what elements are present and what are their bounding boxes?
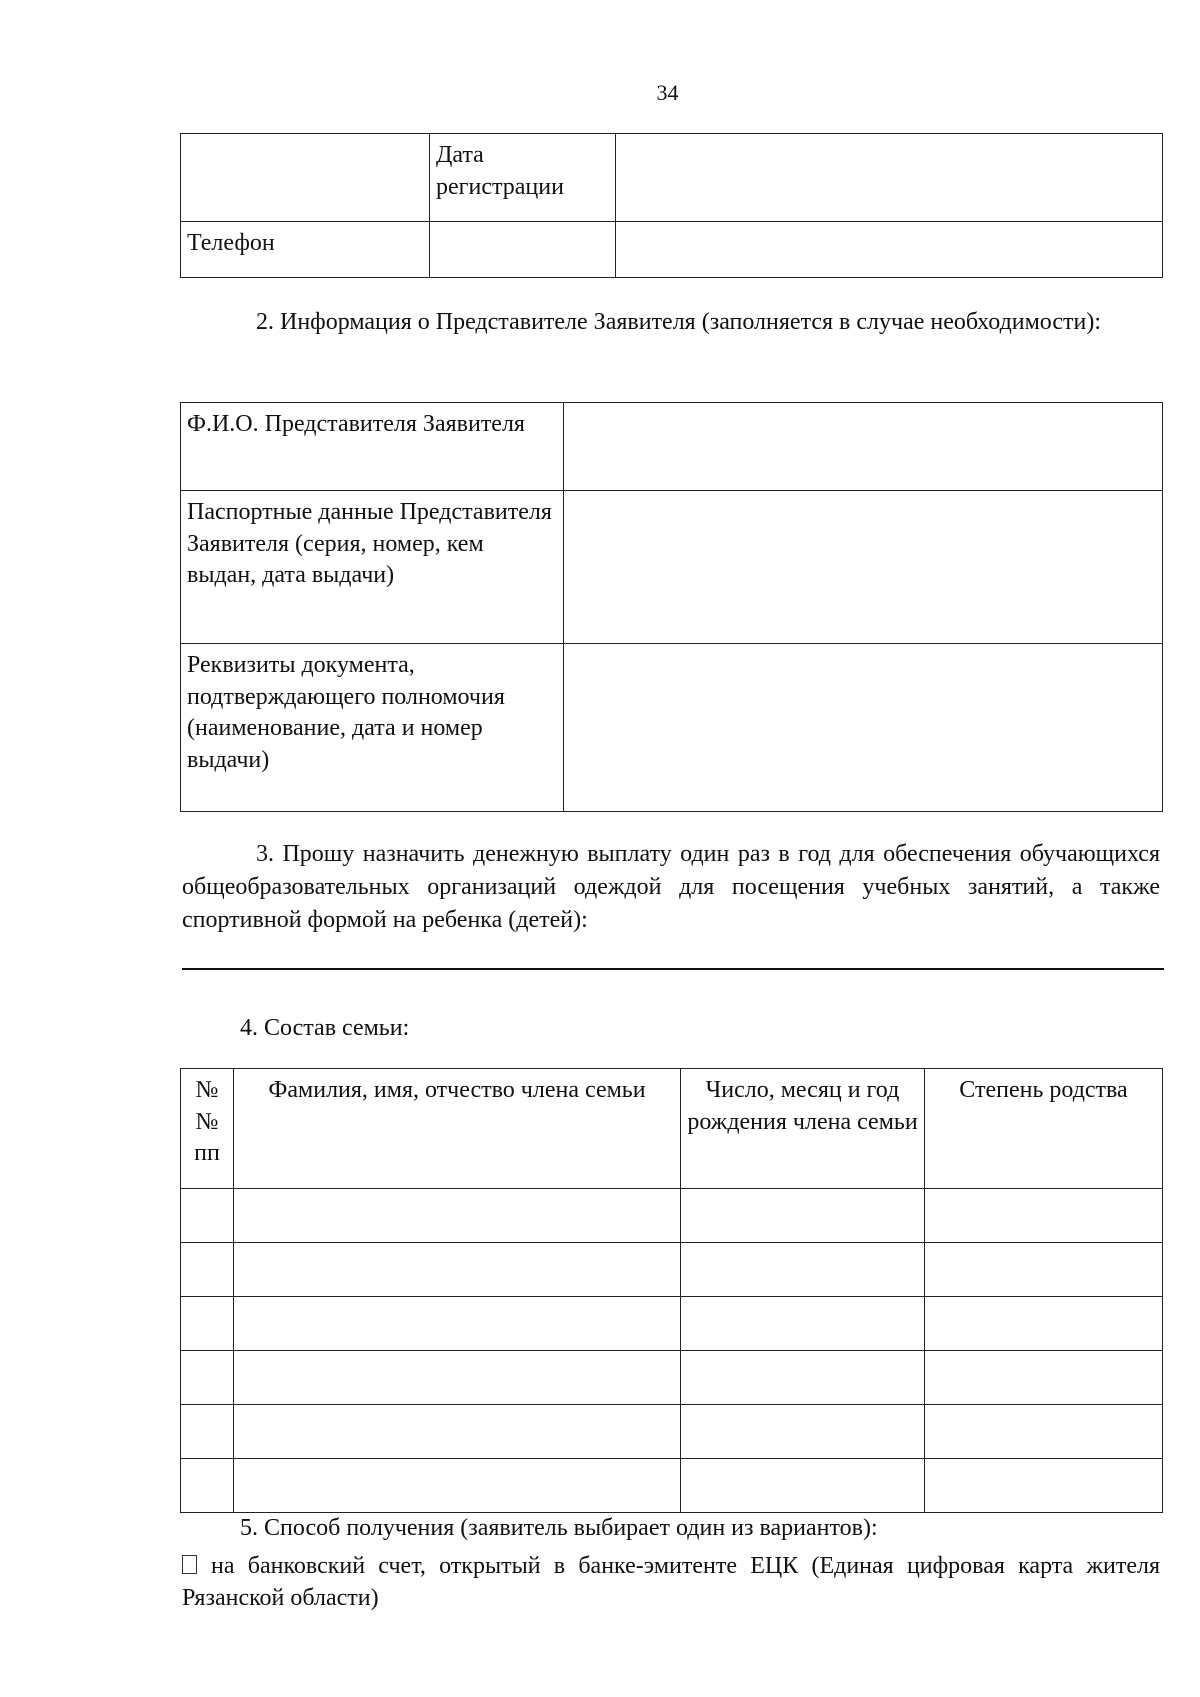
section3-fill-line[interactable]: [182, 968, 1164, 970]
representative-table: [180, 402, 1163, 812]
family-table: [180, 1068, 1163, 1513]
cell-number[interactable]: [181, 1189, 234, 1243]
cell-relationship[interactable]: [925, 1459, 1163, 1513]
cell-birth-date[interactable]: [681, 1243, 925, 1297]
authority-document-value[interactable]: [564, 644, 1163, 812]
page-number: 34: [656, 80, 679, 105]
cell-full-name[interactable]: [234, 1243, 681, 1297]
cell-birth-date[interactable]: [681, 1189, 925, 1243]
cell-relationship[interactable]: [925, 1297, 1163, 1351]
cell-full-name[interactable]: [234, 1459, 681, 1513]
cell-number[interactable]: [181, 1351, 234, 1405]
representative-passport-label: Паспортные данные Представителя Заявителя (серия, номер, кем выдан, дата выдачи): [181, 491, 564, 644]
section5-heading: 5. Способ получения (заявитель выбирает один из вариантов):: [240, 1515, 878, 1541]
cell-full-name[interactable]: [234, 1351, 681, 1405]
cell-number[interactable]: [181, 1405, 234, 1459]
cell-number[interactable]: [181, 1297, 234, 1351]
applicant-table: [180, 133, 1163, 278]
cell-full-name[interactable]: [234, 1189, 681, 1243]
column-header-birth-date: Число, месяц и год рождения члена семьи: [681, 1069, 925, 1189]
table-row: [181, 1459, 1163, 1513]
cell-full-name[interactable]: [234, 1297, 681, 1351]
column-header-full-name: Фамилия, имя, отчество члена семьи: [234, 1069, 681, 1189]
cell-birth-date[interactable]: [681, 1405, 925, 1459]
cell-number[interactable]: [181, 1459, 234, 1513]
section2-heading: 2. Информация о Представителе Заявителя (заполняется в случае необходимости):: [256, 309, 1102, 335]
representative-name-value[interactable]: [564, 403, 1163, 491]
phone-value[interactable]: [430, 222, 616, 278]
section4-heading: 4. Состав семьи:: [240, 1015, 410, 1041]
cell-full-name[interactable]: [234, 1405, 681, 1459]
cell-relationship[interactable]: [925, 1405, 1163, 1459]
bank-account-checkbox[interactable]: [182, 1555, 197, 1574]
table-row: [181, 1351, 1163, 1405]
column-header-relationship: Степень родства: [925, 1069, 1163, 1189]
authority-document-label: Реквизиты документа, подтверждающего полномочия (наименование, дата и номер выдачи): [181, 644, 564, 812]
section3-text: 3. Прошу назначить денежную выплату один раз в год для обеспечения обучающихся общеобразовательных организаций одеждой для посещения учебных занятий, а также спортивной формой на ребенка (детей):: [182, 841, 1160, 934]
cell-birth-date[interactable]: [681, 1297, 925, 1351]
cell-birth-date[interactable]: [681, 1351, 925, 1405]
phone-label: Телефон: [181, 222, 430, 278]
table-row: [181, 1297, 1163, 1351]
table-row: [181, 1405, 1163, 1459]
phone-value-extra[interactable]: [616, 222, 1163, 278]
cell-relationship[interactable]: [925, 1189, 1163, 1243]
table-row: [181, 1189, 1163, 1243]
cell-birth-date[interactable]: [681, 1459, 925, 1513]
applicant-empty-cell: [181, 134, 430, 222]
representative-passport-value[interactable]: [564, 491, 1163, 644]
table-row: [181, 1243, 1163, 1297]
registration-date-value[interactable]: [616, 134, 1163, 222]
cell-relationship[interactable]: [925, 1351, 1163, 1405]
column-header-number: № № пп: [181, 1069, 234, 1189]
bank-account-option-label: на банковский счет, открытый в банке-эмитенте ЕЦК (Единая цифровая карта жителя Рязанской области): [182, 1553, 1160, 1612]
representative-name-label: Ф.И.О. Представителя Заявителя: [181, 403, 564, 491]
cell-relationship[interactable]: [925, 1243, 1163, 1297]
cell-number[interactable]: [181, 1243, 234, 1297]
registration-date-label: Дата регистрации: [430, 134, 616, 222]
payment-option-bank-account: [182, 1550, 1160, 1614]
